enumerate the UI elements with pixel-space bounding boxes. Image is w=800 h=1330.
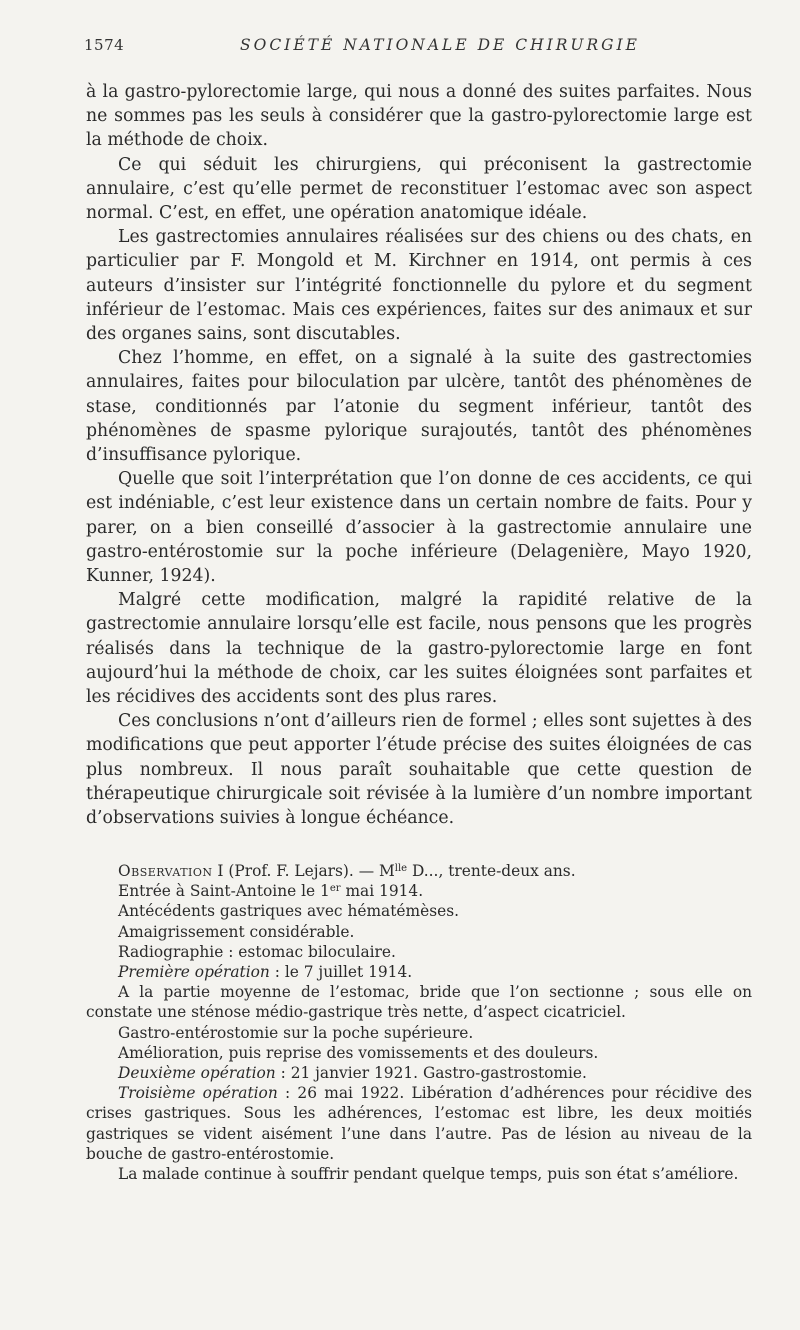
op1-label: Première opération bbox=[118, 963, 270, 982]
obs-antecedents: Antécédents gastriques avec hématémèses. bbox=[118, 902, 460, 921]
paragraph-5: Quelle que soit l’interprétation que l’on donne de ces accidents, ce qui est indéniable, c’est leur existence dans un certain nombre de faits. Pour y parer, on a bien conseillé d’associer à la gastrectomie annulaire une gastro-entérostomie sur la poche inférieure (Delagenière, Mayo 1920, Kunner, 1924). bbox=[86, 469, 752, 587]
obs-entree bbox=[86, 881, 752, 901]
op3-label: Troisième opération bbox=[118, 1084, 278, 1103]
observation-label: Observation bbox=[118, 862, 213, 880]
obs-gastro: Gastro-entérostomie sur la poche supérieure. bbox=[118, 1023, 474, 1042]
observation-heading-rest: I (Prof. F. Lejars). — M bbox=[212, 862, 395, 880]
op3-text: : 26 mai 1922. Libération d’adhérences pour récidive des crises gastriques. Sous les adhérences, l’estomac est libre, les deux moitiés gastriques se vident aisément l’une dans l’autre. Pas de lésion au niveau de la bouche de gastro-entérostomie. bbox=[86, 1084, 752, 1163]
op2-text: : 21 janvier 1921. Gastro-gastrostomie. bbox=[275, 1064, 587, 1083]
obs-op1 bbox=[86, 962, 752, 982]
observation-block bbox=[86, 861, 752, 1184]
entree-superscript: er bbox=[329, 883, 341, 895]
page-number: 1574 bbox=[84, 36, 125, 54]
paragraph-7: Ces conclusions n’ont d’ailleurs rien de formel ; elles sont sujettes à des modifications que peut apporter l’étude précise des suites éloignées de cas plus nombreux. Il nous paraît souhaitable que cette question de thérapeutique chirurgicale soit révisée à la lumière d’un nombre important d’observations suivies à longue échéance. bbox=[86, 711, 752, 829]
paragraph-6: Malgré cette modification, malgré la rapidité relative de la gastrectomie annulaire lorsqu’elle est facile, nous pensons que les progrès réalisés dans la technique de la gastro-pylorectomie large en font aujourd’hui la méthode de choix, car les suites éloignées sont parfaites et les récidives des accidents sont des plus rares. bbox=[86, 590, 752, 708]
obs-radiographie: Radiographie : estomac biloculaire. bbox=[118, 942, 396, 961]
main-text bbox=[86, 80, 752, 830]
obs-op2 bbox=[86, 1063, 752, 1083]
paragraph-3: Les gastrectomies annulaires réalisées sur des chiens ou des chats, en particulier par F. Mongold et M. Kirchner en 1914, ont permis à ces auteurs d’insister sur l’intégrité fonctionnelle du pylore et du segment inférieur de l’estomac. Mais ces expériences, faites sur des animaux et sur des organes sains, sont discutables. bbox=[86, 227, 752, 345]
obs-op3 bbox=[86, 1083, 752, 1164]
paragraph-2: Ce qui séduit les chirurgiens, qui préconisent la gastrectomie annulaire, c’est qu’elle permet de reconstituer l’estomac avec son aspect normal. C’est, en effet, une opération anatomique idéale. bbox=[86, 154, 752, 224]
obs-partie: A la partie moyenne de l’estomac, bride que l’on sectionne ; sous elle on constate une sténose médio-gastrique très nette, d’aspect cicatriciel. bbox=[86, 983, 752, 1022]
op1-text: : le 7 juillet 1914. bbox=[269, 963, 413, 982]
entree-after: mai 1914. bbox=[340, 882, 424, 901]
entree-before: Entrée à Saint-Antoine le 1 bbox=[118, 882, 330, 901]
paragraph-1: à la gastro-pylorectomie large, qui nous a donné des suites parfaites. Nous ne sommes pas les seuls à considérer que la gastro-pylorectomie large est la méthode de choix. bbox=[86, 82, 752, 151]
mlle-superscript: lle bbox=[394, 863, 408, 874]
obs-malade: La malade continue à souffrir pendant quelque temps, puis son état s’améliore. bbox=[118, 1165, 739, 1184]
running-head: SOCIÉTÉ NATIONALE DE CHIRURGIE bbox=[240, 36, 640, 54]
paragraph-4: Chez l’homme, en effet, on a signalé à la suite des gastrectomies annulaires, faites pour biloculation par ulcère, tantôt des phénomènes de stase, conditionnés par l’atonie du segment inférieur, tantôt des phénomènes de spasme pylorique surajoutés, tantôt des phénomènes d’insuffisance pylorique. bbox=[86, 348, 752, 466]
obs-amaigrissement: Amaigrissement considérable. bbox=[118, 922, 355, 941]
op2-label: Deuxième opération bbox=[118, 1064, 276, 1083]
observation-heading bbox=[86, 861, 752, 881]
obs-amelioration: Amélioration, puis reprise des vomissements et des douleurs. bbox=[118, 1043, 599, 1062]
observation-heading-end: D..., trente-deux ans. bbox=[407, 862, 576, 880]
